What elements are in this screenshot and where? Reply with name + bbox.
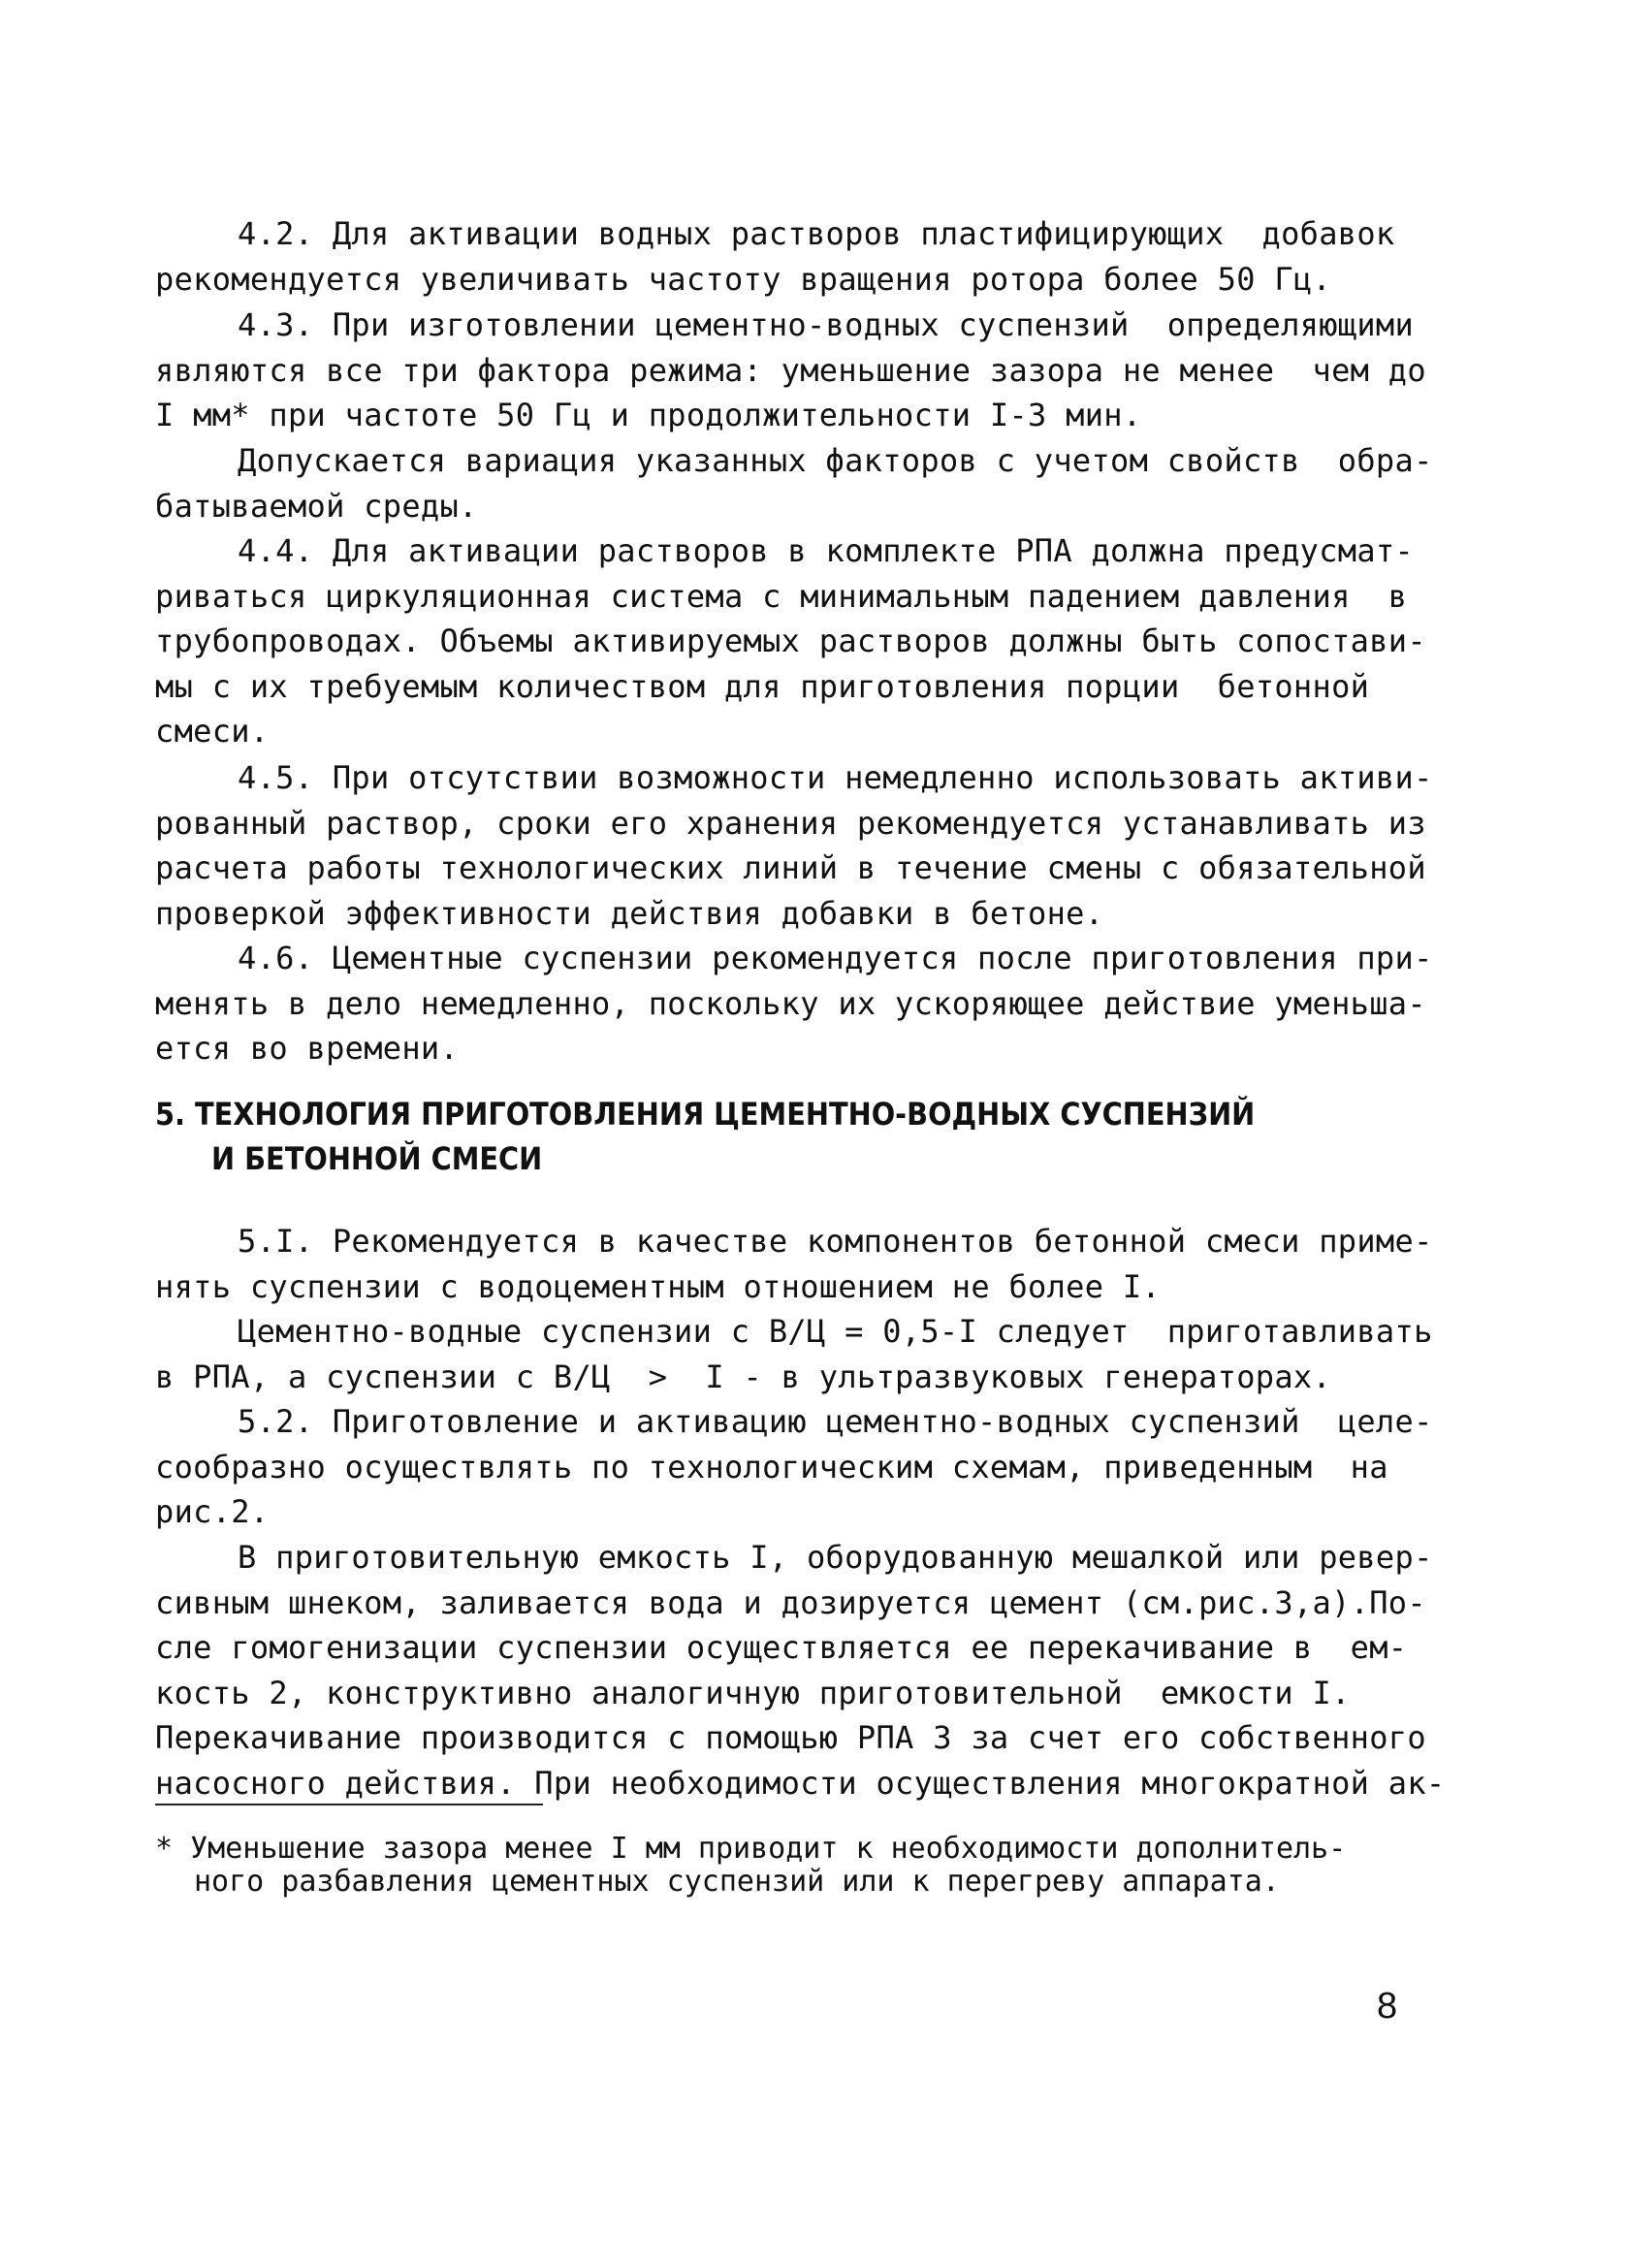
text-line: кость 2, конструктивно аналогичную приготовительной емкости I. bbox=[155, 1674, 1351, 1711]
text-line: 4.5. При отсутствии возможности немедленно использовать активи- bbox=[238, 759, 1433, 796]
footnote-line: * Уменьшение зазора менее I мм приводит к необходимости дополнитель- bbox=[155, 1832, 1347, 1866]
footnote-line: ного разбавления цементных суспензий или к перегреву аппарата. bbox=[194, 1865, 1280, 1899]
paragraph-4-2 bbox=[155, 211, 1445, 302]
section-heading bbox=[155, 1092, 1445, 1181]
paragraph-4-5 bbox=[155, 755, 1445, 936]
paragraph-4-4 bbox=[155, 528, 1445, 754]
text-line: Допускается вариация указанных факторов с учетом свойств обра- bbox=[238, 442, 1433, 479]
text-line: мы с их требуемым количеством для приготовления порции бетонной bbox=[155, 667, 1370, 705]
paragraph-5-1 bbox=[155, 1219, 1445, 1309]
text-line: нять суспензии с водоцементным отношением не более I. bbox=[155, 1267, 1161, 1305]
text-line: Цементно-водные суспензии с В/Ц = 0,5-I следует приготавливать bbox=[238, 1313, 1433, 1350]
text-line: сивным шнеком, заливается вода и дозируется цемент (см.рис.3,а).По- bbox=[155, 1583, 1426, 1621]
text-line: насосного действия. При необходимости осуществления многократной ак- bbox=[155, 1764, 1446, 1802]
text-line: В приготовительную емкость I, оборудованную мешалкой или ревер- bbox=[238, 1539, 1433, 1576]
text-line: менять в дело немедленно, поскольку их ускоряющее действие уменьша- bbox=[155, 984, 1426, 1022]
text-line: смеси. bbox=[155, 713, 270, 750]
text-line: 5.2. Приготовление и активацию цементно-водных суспензий целе- bbox=[238, 1403, 1433, 1440]
text-line: риваться циркуляционная система с минимальным падением давления в bbox=[155, 577, 1408, 615]
paragraph-4-3 bbox=[155, 303, 1445, 438]
paragraph-4-6 bbox=[155, 936, 1445, 1071]
text-line: 4.4. Для активации растворов в комплекте РПА должна предусмат- bbox=[238, 532, 1415, 569]
text-line: трубопроводах. Объемы активируемых растворов должны быть сопостави- bbox=[155, 623, 1426, 659]
paragraph-5-2-body bbox=[155, 1535, 1445, 1805]
text-line: рекомендуется увеличивать частоту вращения ротора более 50 Гц. bbox=[155, 260, 1332, 298]
footnote-divider bbox=[155, 1804, 543, 1805]
text-line: 4.3. При изготовлении цементно-водных суспензий определяющими bbox=[238, 306, 1415, 343]
text-line: сообразно осуществлять по технологическим схемам, приведенным на bbox=[155, 1448, 1388, 1485]
text-line: батываемой среды. bbox=[155, 487, 478, 525]
text-line: являются все три фактора режима: уменьшение зазора не менее чем до bbox=[155, 351, 1426, 389]
text-line: сле гомогенизации суспензии осуществляется ее перекачивание в ем- bbox=[155, 1629, 1408, 1666]
text-line: I мм* при частоте 50 Гц и продолжительности I-3 мин. bbox=[155, 397, 1142, 433]
text-line: 4.2. Для активации водных растворов пластифицирующих добавок bbox=[238, 215, 1395, 252]
paragraph-5-2 bbox=[155, 1399, 1445, 1535]
heading-line: 5. ТЕХНОЛОГИЯ ПРИГОТОВЛЕНИЯ ЦЕМЕНТНО-ВОДНЫХ СУСПЕНЗИЙ bbox=[155, 1096, 1256, 1133]
paragraph-4-3-note bbox=[155, 438, 1445, 528]
text-line: рис.2. bbox=[155, 1493, 270, 1530]
text-line: в РПА, а суспензии с В/Ц > I - в ультразвуковых генераторах. bbox=[155, 1358, 1332, 1395]
text-line: 4.6. Цементные суспензии рекомендуется после приготовления при- bbox=[238, 940, 1433, 976]
text-line: Перекачивание производится с помощью РПА 3 за счет его собственного bbox=[155, 1719, 1426, 1756]
text-line: проверкой эффективности действия добавки в бетоне. bbox=[155, 894, 1104, 932]
footnote bbox=[155, 1833, 1474, 1899]
text-line: расчета работы технологических линий в течение смены с обязательной bbox=[155, 849, 1426, 886]
paragraph-5-1-note bbox=[155, 1309, 1445, 1399]
text-line: рованный раствор, сроки его хранения рекомендуется устанавливать из bbox=[155, 804, 1426, 842]
page-number: 8 bbox=[1377, 1986, 1398, 2027]
heading-line: И БЕТОННОЙ СМЕСИ bbox=[211, 1140, 543, 1177]
text-line: 5.I. Рекомендуется в качестве компонентов бетонной смеси приме- bbox=[238, 1223, 1433, 1260]
text-line: ется во времени. bbox=[155, 1030, 460, 1067]
